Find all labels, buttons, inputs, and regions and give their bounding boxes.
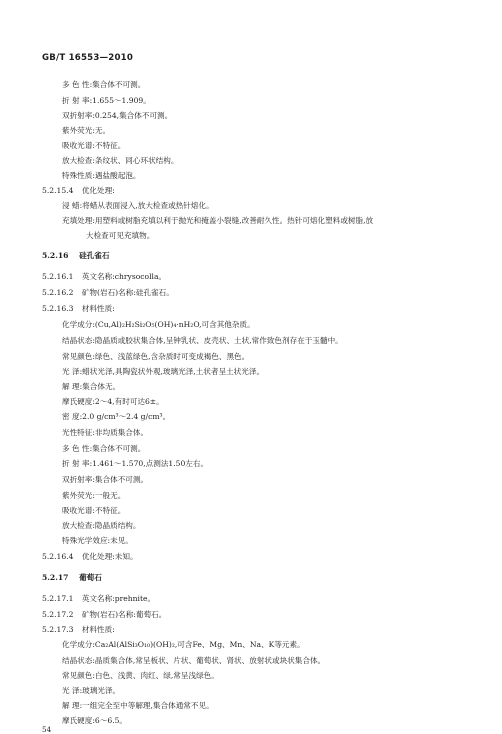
property-line: 结晶状态:隐晶质或胶状集合体,呈钟乳状、皮壳状、土状,常作致色剂存在于玉髓中。: [62, 336, 343, 345]
page-number: 54: [42, 725, 52, 734]
property-line: 摩氏硬度:2～4,有时可达6±。: [62, 397, 164, 406]
treatment-line: 充填处理:用塑料或树脂充填以利于抛光和掩盖小裂缝,改善耐久性。热针可熔化塑料或树脂,放: [62, 216, 374, 225]
clause-5-2-16-2: [0, 288, 174, 298]
section-number: 5.2.17: [42, 573, 69, 582]
clause-5-2-15-4: [0, 186, 115, 196]
clause-text: 矿物(岩石)名称:硅孔雀石。: [81, 288, 174, 297]
property-line: 特殊光学效应:未见。: [62, 536, 133, 545]
clause-number: 5.2.17.3: [42, 625, 74, 634]
section-5-2-17-heading: [0, 573, 102, 583]
property-line: 常见颜色:绿色、浅蓝绿色,含杂质时可变成褐色、黑色。: [62, 352, 250, 361]
property-line: 解 理:一组完全至中等解理,集合体通常不见。: [62, 701, 214, 710]
property-line: 光 泽:玻璃光泽。: [62, 686, 121, 695]
property-line: 紫外荧光:一般无。: [62, 491, 126, 500]
clause-5-2-16-3: [0, 304, 115, 314]
property-line: 结晶状态:晶质集合体,常呈板状、片状、葡萄状、肾状、放射状或块状集合体。: [62, 656, 326, 665]
clause-text: 材料性质:: [81, 625, 115, 634]
property-line: 化学成分:(Cu,Al)₂H₂Si₂O₅(OH)₄·nH₂O,可含其他杂质。: [62, 320, 255, 329]
property-line: 光 泽:蜡状光泽,具陶瓷状外观,玻璃光泽,土状者呈土状光泽。: [62, 367, 265, 376]
clause-text: 矿物(岩石)名称:葡萄石。: [81, 610, 167, 619]
property-line: 特殊性质:遇盐酸起泡。: [62, 171, 141, 180]
property-line: 摩氏硬度:6～6.5。: [62, 716, 128, 725]
clause-number: 5.2.16.3: [42, 304, 74, 313]
property-line: 折 射 率:1.461～1.570,点测法1.50左右。: [62, 459, 209, 468]
clause-number: 5.2.15.4: [42, 186, 74, 195]
clause-number: 5.2.16.1: [42, 272, 74, 281]
section-5-2-16-heading: [0, 251, 109, 261]
property-line: 吸收光谱:不特征。: [62, 141, 126, 150]
property-line: 常见颜色:白色、浅黄、肉红、绿,常呈浅绿色。: [62, 671, 219, 680]
clause-number: 5.2.17.2: [42, 610, 74, 619]
section-title: 硅孔雀石: [79, 251, 110, 260]
property-line: 多 色 性:集合体不可测。: [62, 80, 146, 89]
clause-5-2-16-4: [0, 552, 138, 562]
clause-number: 5.2.17.1: [42, 594, 74, 603]
section-title: 葡萄石: [79, 573, 102, 582]
property-line: 放大检查:条纹状、同心环状结构。: [62, 156, 179, 165]
treatment-line-cont: 大检查可见充填物。: [86, 231, 155, 240]
property-line: 多 色 性:集合体不可测。: [62, 444, 146, 453]
property-line: 双折射率:0.254,集合体不可测。: [62, 111, 173, 120]
standard-number: GB/T 16553—2010: [42, 53, 134, 63]
clause-5-2-17-3: [0, 625, 115, 635]
section-number: 5.2.16: [42, 251, 69, 260]
clause-5-2-17-1: [0, 594, 155, 604]
property-line: 化学成分:Ca₂Al(AlSi₃O₁₀)(OH)₂,可含Fe、Mg、Mn、Na、K等元素。: [62, 640, 305, 649]
property-line: 紫外荧光:无。: [62, 126, 111, 135]
clause-text: 材料性质:: [81, 304, 115, 313]
property-line: 密 度:2.0 g/cm³～2.4 g/cm³。: [62, 412, 171, 421]
property-line: 折 射 率:1.655～1.909。: [62, 96, 151, 105]
clause-number: 5.2.16.4: [42, 552, 74, 561]
clause-number: 5.2.16.2: [42, 288, 74, 297]
property-line: 解 理:集合体无。: [62, 382, 121, 391]
clause-label: 优化处理:: [81, 186, 115, 195]
property-line: 双折射率:集合体不可测。: [62, 475, 149, 484]
property-line: 放大检查:隐晶质结构。: [62, 521, 141, 530]
clause-text: 英文名称:chrysocolla。: [81, 272, 167, 281]
clause-text: 英文名称:prehnite。: [81, 594, 156, 603]
property-line: 吸收光谱:不特征。: [62, 506, 126, 515]
clause-5-2-17-2: [0, 610, 166, 620]
clause-text: 优化处理:未知。: [81, 552, 138, 561]
clause-5-2-16-1: [0, 272, 166, 282]
property-line: 光性特征:非均质集合体。: [62, 428, 149, 437]
treatment-line: 浸 蜡:将蜡从表面浸入,放大检查或热针熔化。: [62, 201, 214, 210]
